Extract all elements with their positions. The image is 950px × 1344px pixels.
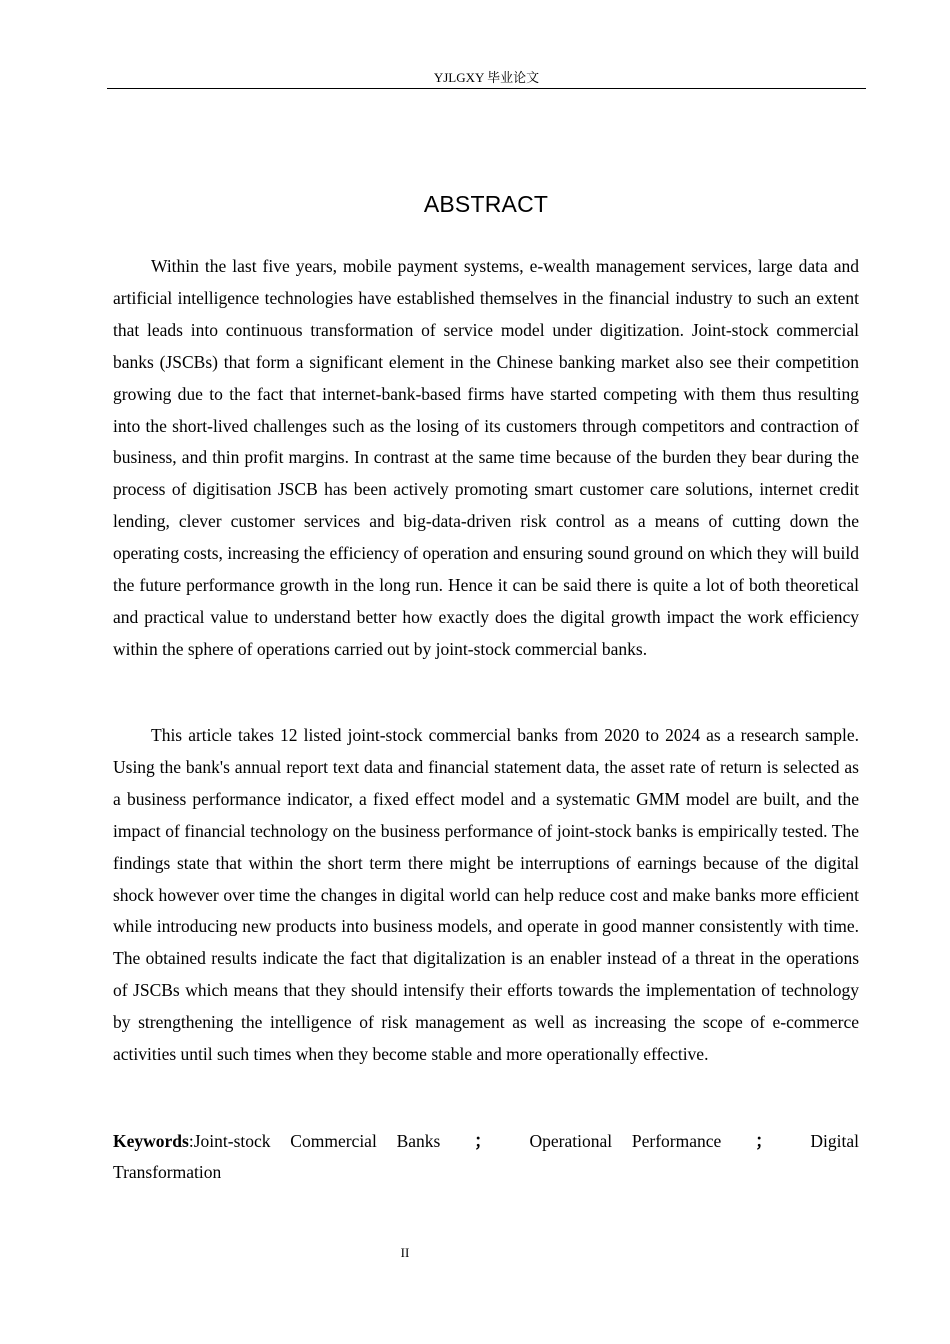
abstract-title: ABSTRACT <box>423 191 549 217</box>
keyword-item: Joint-stock Commercial Banks <box>193 1131 441 1151</box>
keyword-item: Operational Performance <box>529 1131 722 1151</box>
keywords-line: Keywords:Joint-stock Commercial Banks ； Operational Performance ； Digital Transformation <box>113 1131 860 1182</box>
abstract-paragraph-1: Within the last five years, mobile payment systems, e-wealth management services, large data and artificial intelligence technologies have established themselves in the financial industry to such an extent that leads into continuous transformation of service model under digitization. Joint-stock commercial banks (JSCBs) that form a significant element in the Chinese banking market also see their competition growing due to the fact that internet-bank-based firms have started competing with them thus resulting into the short-lived challenges such as the losing of its customers through competitors and contraction of business, and thin profit margins. In contrast at the same time because of the burden they bear during the process of digitisation JSCB has been actively promoting smart customer care solutions, internet credit lending, clever customer services and big-data-driven risk control as a means of cutting down the operating costs, increasing the efficiency of operation and ensuring sound ground on which they will build the future performance growth in the long run. Hence it can be said there is quite a lot of both theoretical and practical value to understand better how exactly does the digital growth impact the work efficiency within the sphere of operations carried out by joint-stock commercial banks. <box>113 256 859 659</box>
keywords-label: Keywords <box>113 1131 189 1151</box>
keyword-item: Digital Transformation <box>113 1131 860 1182</box>
keyword-separator: ； <box>474 1131 492 1151</box>
running-header: YJLGXY 毕业论文 <box>433 70 540 85</box>
keyword-separator: ； <box>755 1131 773 1151</box>
header-rule <box>107 88 866 89</box>
abstract-paragraph-2: This article takes 12 listed joint-stock commercial banks from 2020 to 2024 as a research sample. Using the bank's annual report text data and financial statement data, the asset rate of return is selected as a business performance indicator, a fixed effect model and a systematic GMM model are built, and the impact of financial technology on the business performance of joint-stock banks is empirically tested. The findings state that within the short term there might be interruptions of earnings because of the digital shock however over time the changes in digital world can help reduce cost and make banks more efficient while introducing new products into business models, and operate in good manner consistently with time. The obtained results indicate the fact that digitalization is an enabler instead of a threat in the operations of JSCBs which means that they should intensify their efforts towards the implementation of technology by strengthening the intelligence of risk management as well as increasing the scope of e-commerce activities until such times when they become stable and more operationally effective. <box>113 725 859 1065</box>
page-number: II <box>400 1245 410 1260</box>
